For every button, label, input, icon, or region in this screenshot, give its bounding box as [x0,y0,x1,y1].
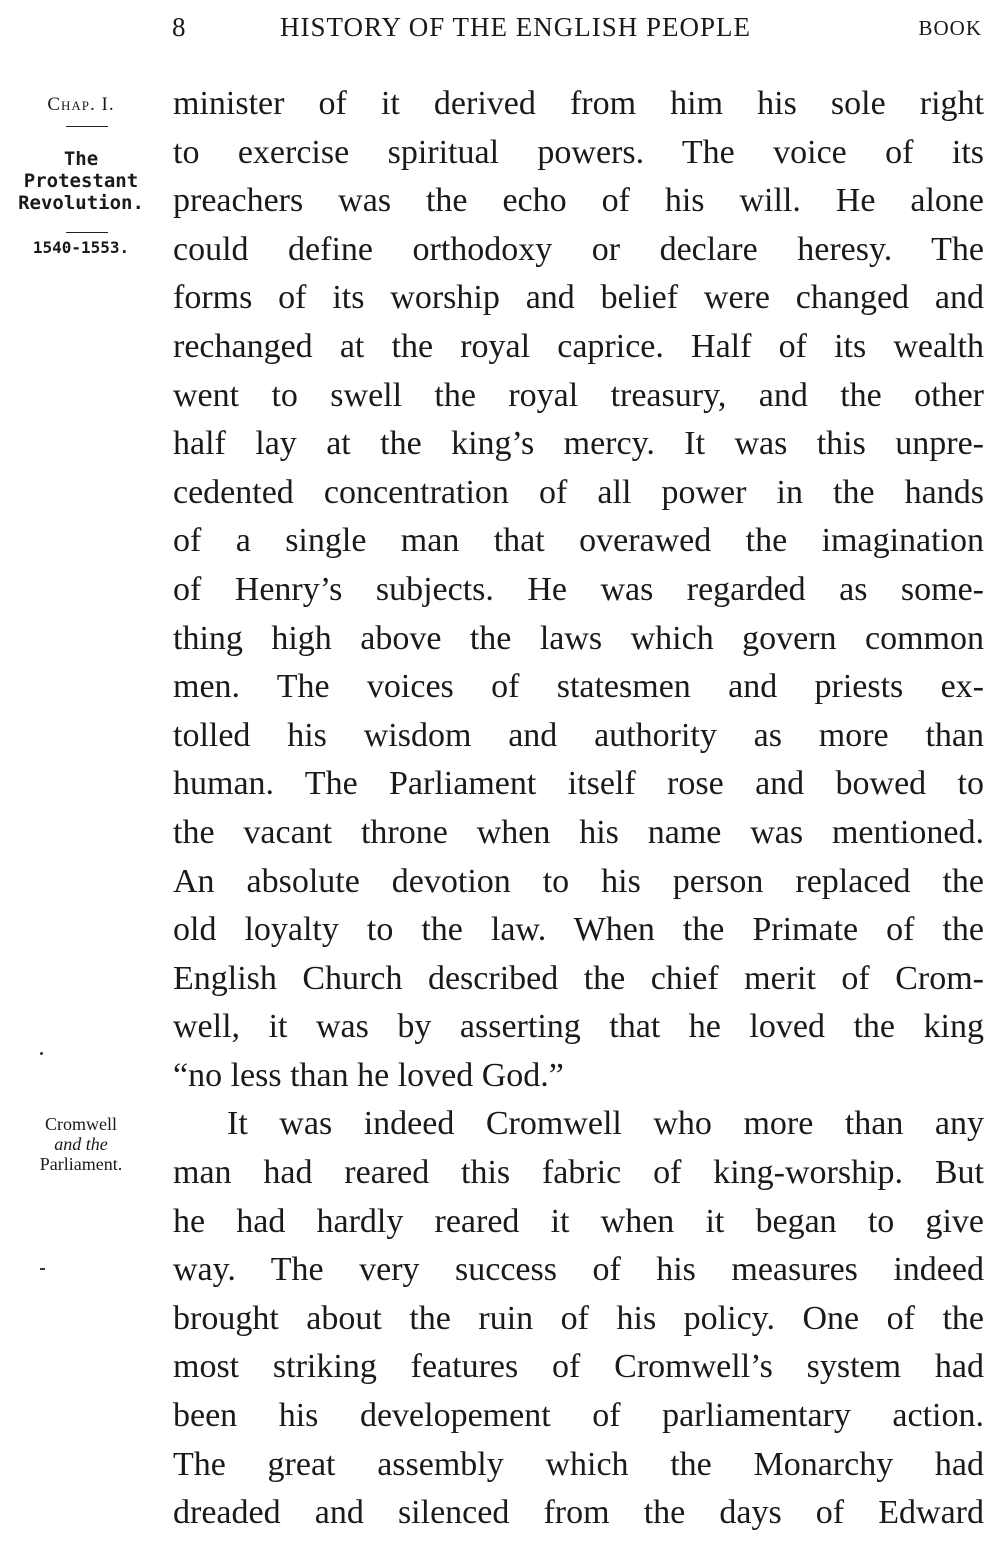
section-title [0,148,162,214]
running-title: HISTORY OF THE ENGLISH PEOPLE [280,12,752,42]
text-line: minister of it derived from him his sole right [173,85,984,122]
text-line: of a single man that overawed the imagination [173,522,984,560]
date-range: 1540-1553. [32,238,130,257]
text-line: went to swell the royal treasury, and the other [173,376,984,414]
book-label: BOOK [918,16,982,40]
text-line: An absolute devotion to his person replaced the [173,862,984,900]
text-line: preachers was the echo of his will. He alone [173,182,984,220]
margin-rule-bottom [66,232,108,233]
page-number: 8 [172,12,186,42]
text-line: to exercise spiritual powers. The voice of its [173,133,984,171]
text-line: half lay at the king’s mercy. It was this unpre- [173,425,984,463]
text-line: thing high above the laws which govern common [173,619,984,657]
side-note-line: Cromwell [45,1114,117,1134]
text-line: been his developement of parliamentary action. [173,1397,984,1435]
page-header [170,8,982,52]
text-line: of Henry’s subjects. He was regarded as some- [173,570,984,608]
text-line: man had reared this fabric of king-worship. But [173,1154,984,1192]
text-line: The great assembly which the Monarchy had [173,1445,984,1483]
side-note-line: Parliament. [39,1154,123,1174]
text-line: most striking features of Cromwell’s system had [173,1348,984,1386]
text-line: dreaded and silenced from the days of Edward [173,1494,984,1532]
text-line: rechanged at the royal caprice. Half of its wealth [173,327,984,365]
text-line: could define orthodoxy or declare heresy. The [173,230,984,268]
paragraph-end-line: “no less than he loved God.” [173,1056,564,1094]
text-line: forms of its worship and belief were changed and [173,279,984,317]
text-line: the vacant throne when his name was mentioned. [173,813,984,851]
text-line: tolled his wisdom and authority as more than [173,716,984,754]
side-note [0,1114,162,1174]
text-line: way. The very success of his measures indeed [173,1251,984,1289]
text-line: men. The voices of statesmen and priests ex- [173,668,984,706]
text-line: he had hardly reared it when it began to give [173,1202,984,1240]
text-line: old loyalty to the law. When the Primate of the [173,911,984,949]
print-speck [40,1052,43,1055]
section-title-line: The [63,148,99,170]
text-line: brought about the ruin of his policy. One of the [173,1299,984,1337]
text-line: well, it was by asserting that he loved the king [173,1008,984,1046]
margin-rule-top [66,126,108,127]
paragraph-start-line: It was indeed Cromwell who more than any [227,1105,984,1143]
section-title-line: Protestant [23,170,139,192]
text-line: cedented concentration of all power in the hands [173,473,984,511]
chapter-label: Chap. I. [47,94,115,115]
side-note-line: and the [54,1134,108,1154]
text-line: human. The Parliament itself rose and bowed to [173,765,984,803]
section-title-line: Revolution. [18,192,144,214]
print-speck [40,1268,45,1270]
body-text [173,80,984,1538]
text-line: English Church described the chief merit of Crom- [173,959,984,997]
